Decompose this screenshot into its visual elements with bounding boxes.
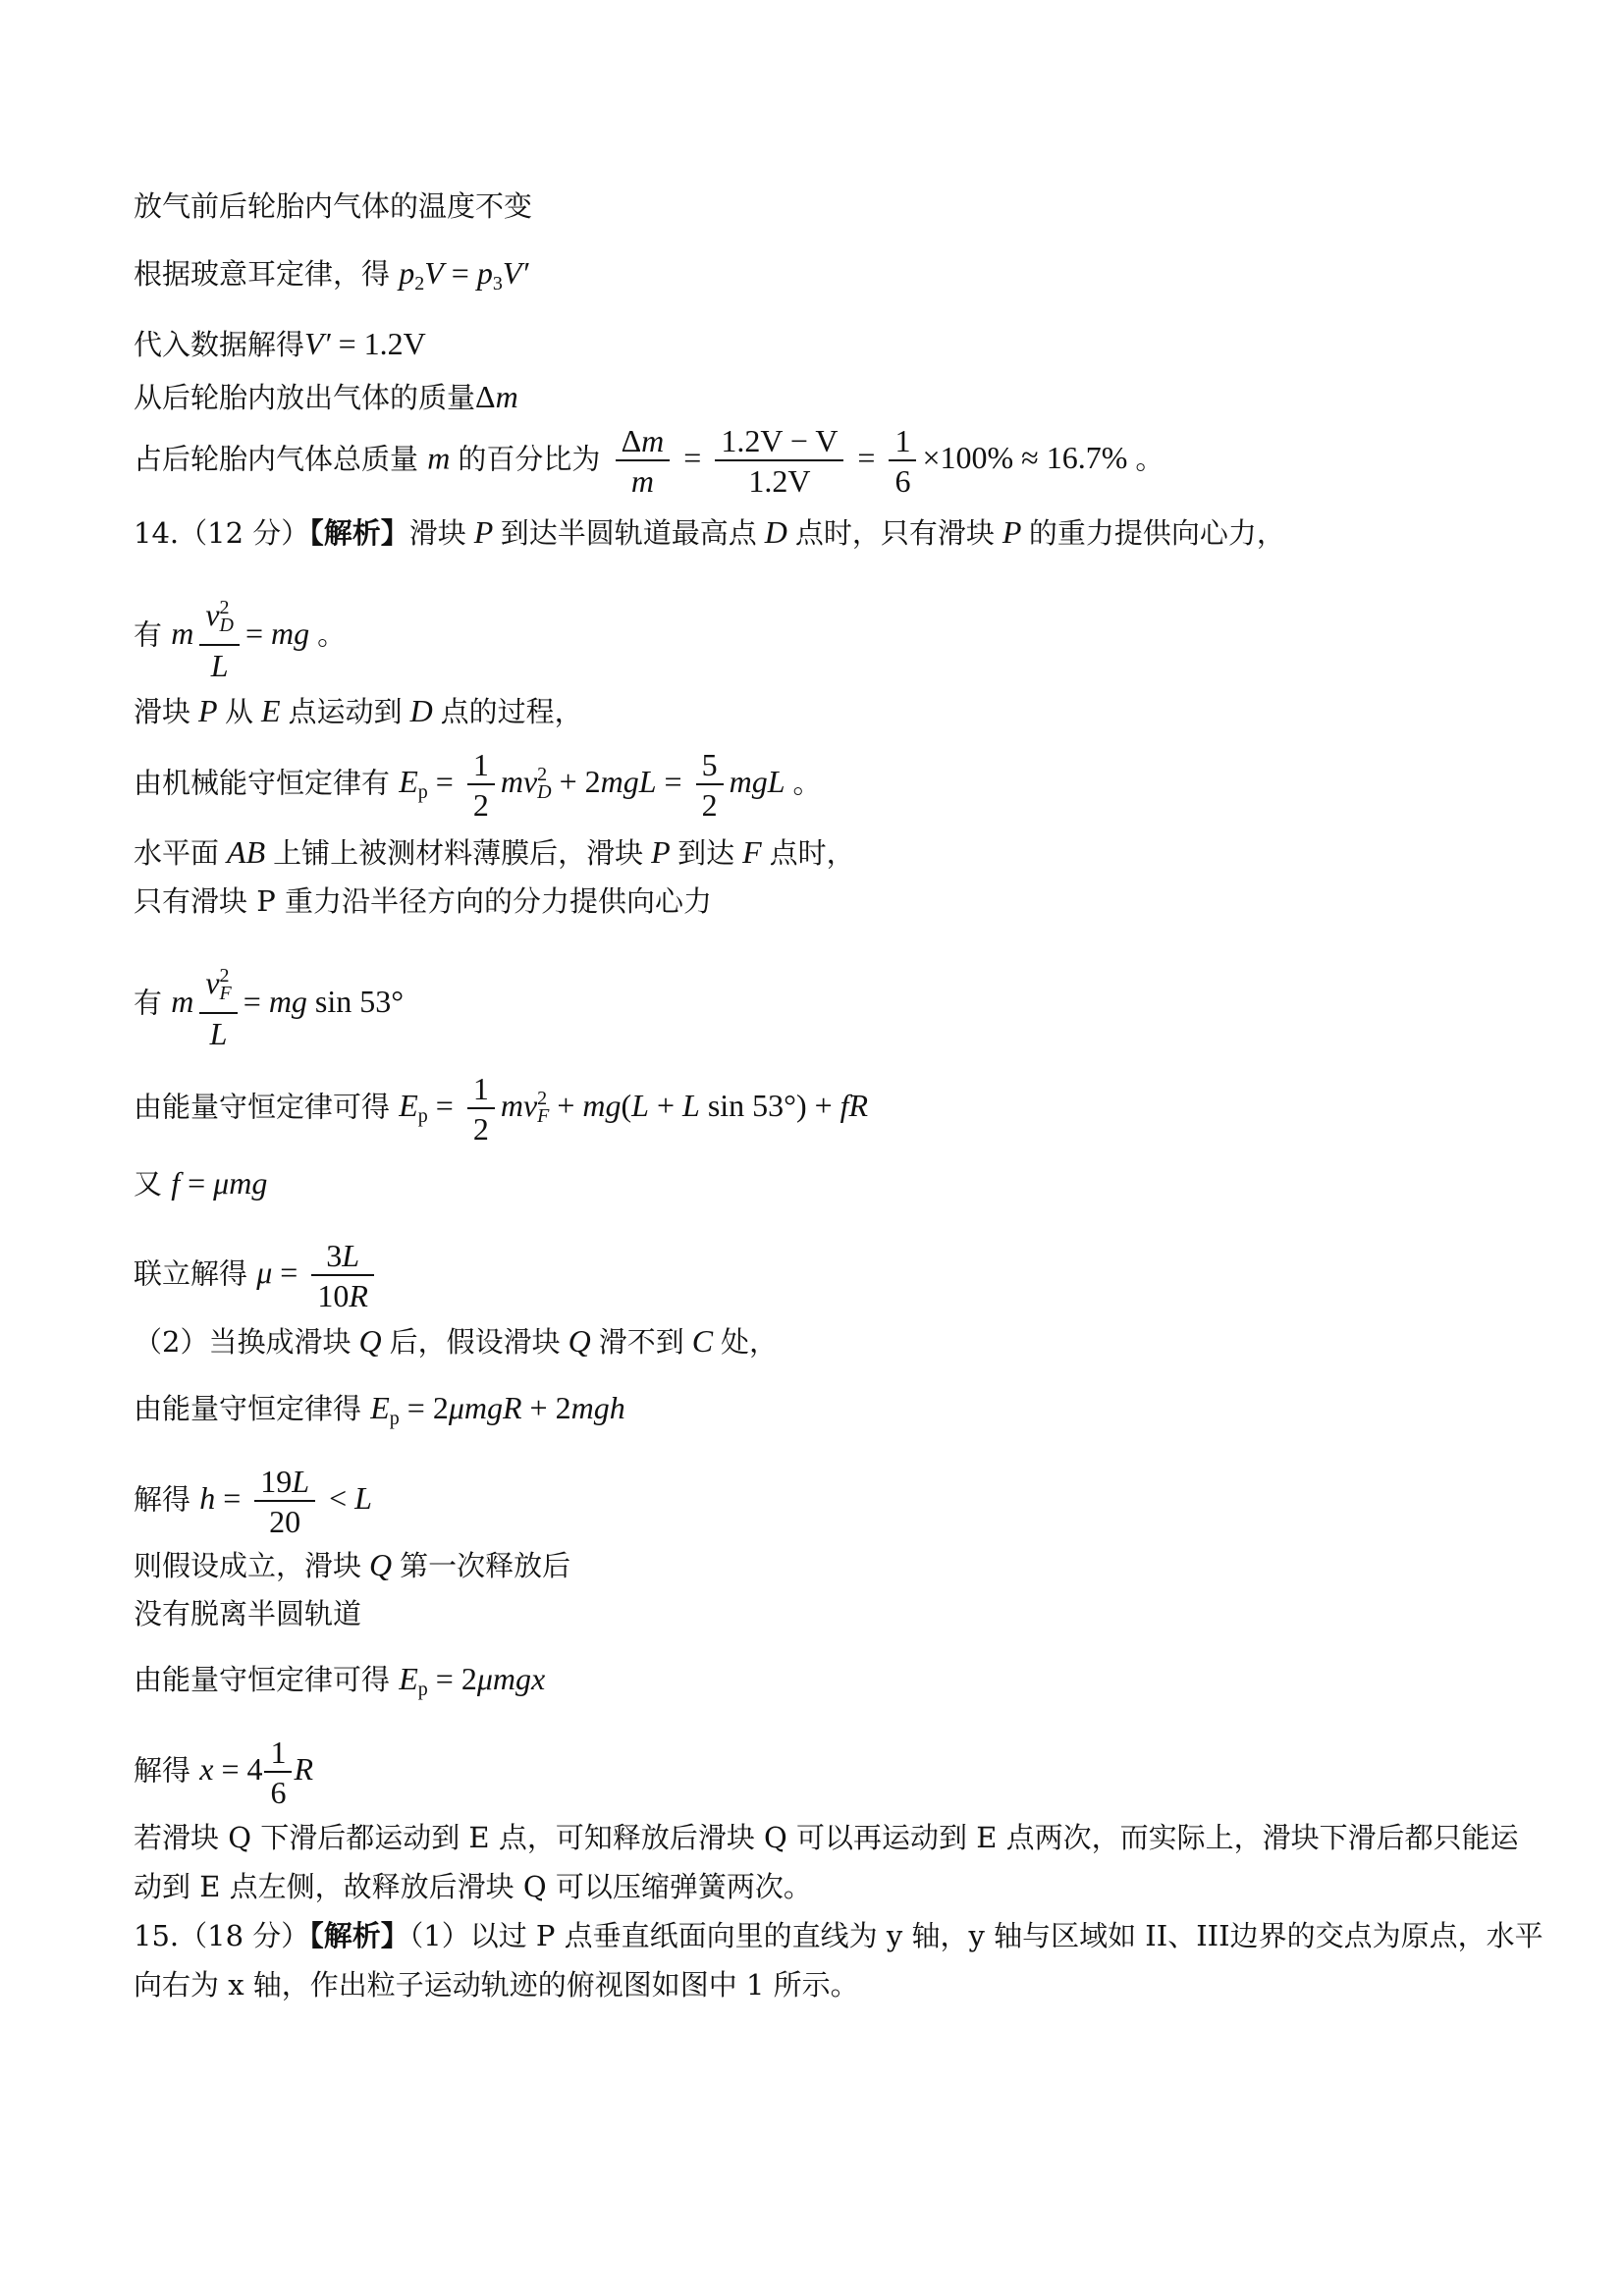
formula-vprime: V′ = 1.2V	[304, 326, 426, 361]
formula-centripetal-f: m $\frac{v^2_F}{L}$ = mg sin 53°	[171, 965, 405, 1051]
line-no-detach: 没有脱离半圆轨道	[134, 1597, 362, 1630]
q14-intro: 14.（12 分）【解析】滑块 P 到达半圆轨道最高点 D 点时，只有滑块 P 的重力提供向心力，	[134, 514, 1285, 550]
formula-mechanical-energy: $E_p$ = $\frac{1}{2}$ $mv^2_D + 2mgL$ = $\frac{5}{2}$ mgL	[399, 747, 785, 823]
formula-energy2: $E_p = 2\mu mgR + 2mgh$	[370, 1390, 625, 1429]
formula-friction: f = μmg	[171, 1165, 268, 1201]
q15-intro: 15.（18 分）【解析】（1）以过 P 点垂直纸面向里的直线为 y 轴，y 轴与区域如 II、III边界的交点为原点，水平	[134, 1919, 1543, 1952]
line-h: 解得 h = $\frac{19L}{20}$ < L	[134, 1464, 372, 1539]
formula-x: x = 4 $\frac{1}{6}$ R	[199, 1735, 314, 1810]
line-conclusion-1: 若滑块 Q 下滑后都运动到 E 点，可知释放后滑块 Q 可以再运动到 E 点两次，而实际上，滑块下滑后都只能运	[134, 1821, 1519, 1854]
line-energy-friction: 由能量守恒定律可得 $E_p$ = $\frac{1}{2}$ $mv^2_F + mg(L + L$ sin 53°) + fR	[134, 1071, 869, 1147]
line-substitute: 代入数据解得V′ = 1.2V	[134, 326, 426, 361]
line-centripetal-d: 有 m $\frac{v^2_D}{L}$ = mg 。	[134, 597, 347, 683]
formula-percentage: $\frac{\Delta m}{m}$ = $\frac{1.2V - V}{1.2V}$ = $\frac{1}{6}$ ×100% ≈ 16.7%	[610, 440, 1136, 475]
line-energy2: 由能量守恒定律得 $E_p = 2\mu mgR + 2mgh$	[134, 1390, 625, 1429]
q15-line-2: 向右为 x 轴，作出粒子运动轨迹的俯视图如图中 1 所示。	[134, 1968, 859, 2002]
line-assume: 则假设成立，滑块 Q 第一次释放后	[134, 1547, 571, 1582]
line-mass-released: 从后轮胎内放出气体的质量Δm	[134, 379, 518, 414]
line-mu: 联立解得 μ = $\frac{3L}{10R}$	[134, 1237, 380, 1315]
formula-h: h = $\frac{19L}{20}$ < L	[199, 1464, 372, 1539]
formula-boyle: $p_2V = p_3V'$	[399, 255, 529, 294]
formula-mu: μ = $\frac{3L}{10R}$	[256, 1255, 380, 1290]
line-x: 解得 x = 4 $\frac{1}{6}$ R	[134, 1735, 314, 1810]
line-mechanical-energy: 由机械能守恒定律有 $E_p$ = $\frac{1}{2}$ $mv^2_D + 2mgL$ = $\frac{5}{2}$ mgL 。	[134, 747, 822, 823]
line-friction: 又 f = μmg	[134, 1165, 268, 1201]
line-motion-e-d: 滑块 P 从 E 点运动到 D 点的过程，	[134, 693, 583, 728]
line-percentage: 占后轮胎内气体总质量 m 的百分比为 $\frac{\Delta m}{m}$ = $\frac{1.2V - V}{1.2V}$ = $\frac{1}{6}$ ×100% ≈ 16.7% 。	[134, 423, 1164, 499]
line-conclusion-2: 动到 E 点左侧，故释放后滑块 Q 可以压缩弹簧两次。	[134, 1870, 812, 1903]
formula-energy3: $E_p = 2\mu mgx$	[399, 1661, 546, 1700]
formula-energy-friction: $E_p$ = $\frac{1}{2}$ $mv^2_F + mg(L + L$ sin 53°) + fR	[399, 1071, 869, 1147]
line-temperature: 放气前后轮胎内气体的温度不变	[134, 189, 533, 223]
line-energy3: 由能量守恒定律可得 $E_p = 2\mu mgx$	[134, 1661, 546, 1700]
formula-centripetal-d: m $\frac{v^2_D}{L}$ = mg	[171, 597, 310, 683]
line-part2: （2）当换成滑块 Q 后，假设滑块 Q 滑不到 C 处，	[134, 1323, 779, 1359]
line-radial-component: 只有滑块 P 重力沿半径方向的分力提供向心力	[134, 884, 712, 918]
line-centripetal-f: 有 m $\frac{v^2_F}{L}$ = mg sin 53°	[134, 965, 405, 1051]
line-boyle-law: 根据玻意耳定律，得 $p_2V = p_3V'$	[134, 255, 529, 294]
line-film: 水平面 AB 上铺上被测材料薄膜后，滑块 P 到达 F 点时，	[134, 834, 855, 870]
